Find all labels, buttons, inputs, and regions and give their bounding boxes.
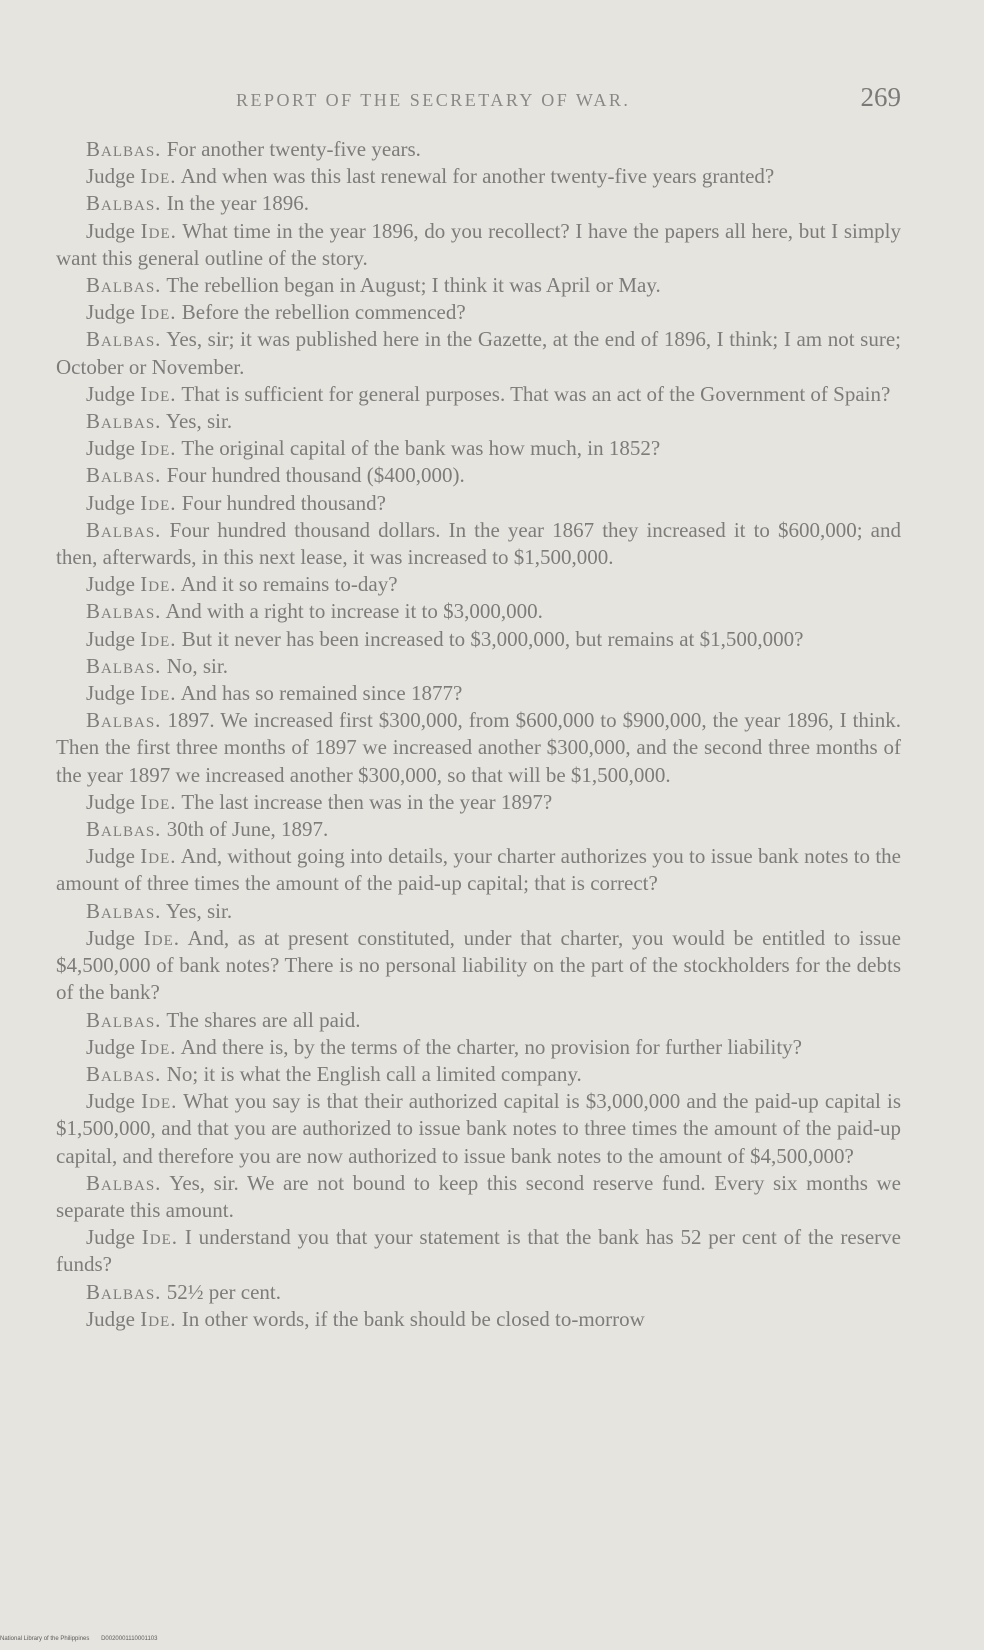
speaker: Judge Ide. (86, 436, 177, 461)
utterance: The last increase then was in the year 1897? (181, 789, 553, 814)
utterance: Yes, sir; it was published here in the Gazette, at the end of 1896, I think; I am not sure; October or November. (56, 327, 901, 379)
speaker: Balbas. (86, 653, 162, 678)
paragraph (56, 816, 901, 843)
speaker: Judge Ide. (86, 381, 177, 406)
speaker: Balbas. (86, 599, 162, 624)
utterance: What you say is that their authorized capital is $3,000,000 and the paid-up capital is $1,500,000, and that you are authorized to issue bank notes to three times the amount of the paid-up capital, and therefore you are now authorized to issue bank notes to the amount of $4,500,000? (56, 1089, 901, 1168)
speaker: Balbas. (86, 409, 162, 434)
paragraph (56, 898, 901, 925)
utterance: Yes, sir. (165, 409, 233, 434)
page-number: 269 (860, 82, 901, 112)
paragraph (56, 1224, 901, 1278)
paragraph (56, 1088, 901, 1170)
speaker: Judge Ide. (86, 789, 177, 814)
paragraph (56, 1061, 901, 1088)
utterance: I understand you that your statement is that the bank has 52 per cent of the reserve funds? (56, 1225, 901, 1277)
paragraph (56, 680, 901, 707)
speaker: Judge Ide. (86, 1034, 177, 1059)
utterance: But it never has been increased to $3,000,000, but remains at $1,500,000? (181, 626, 804, 651)
speaker: Judge Ide. (86, 1306, 177, 1331)
paragraph (56, 1279, 901, 1306)
paragraph (56, 1034, 901, 1061)
transcript-body (56, 136, 901, 1333)
paragraph (56, 925, 901, 1007)
speaker: Judge Ide. (86, 490, 177, 515)
utterance: Four hundred thousand? (181, 490, 386, 515)
page-header (56, 82, 901, 116)
utterance: And, without going into details, your charter authorizes you to issue bank notes to the amount of three times the amount of the paid-up capital; that is correct? (56, 844, 902, 896)
utterance: In the year 1896. (166, 191, 309, 216)
paragraph (56, 408, 901, 435)
utterance: The original capital of the bank was how much, in 1852? (181, 436, 661, 461)
page-footer (0, 1636, 167, 1648)
utterance: 30th of June, 1897. (166, 817, 329, 842)
utterance: Before the rebellion commenced? (181, 300, 466, 325)
paragraph (56, 598, 901, 625)
utterance: No, sir. (166, 653, 228, 678)
utterance: 52½ per cent. (166, 1279, 281, 1304)
speaker: Judge Ide. (86, 844, 177, 869)
paragraph (56, 163, 901, 190)
paragraph (56, 299, 901, 326)
utterance: And it so remains to-day? (180, 572, 398, 597)
paragraph (56, 462, 901, 489)
paragraph (56, 272, 901, 299)
paragraph (56, 1170, 901, 1224)
paragraph (56, 218, 901, 272)
utterance: And there is, by the terms of the charter, no provision for further liability? (180, 1034, 802, 1059)
speaker: Balbas. (86, 817, 162, 842)
paragraph (56, 653, 901, 680)
paragraph (56, 517, 901, 571)
paragraph (56, 190, 901, 217)
speaker: Judge Ide. (86, 572, 177, 597)
speaker: Balbas. (86, 327, 162, 352)
paragraph (56, 789, 901, 816)
utterance: And when was this last renewal for another twenty-five years granted? (180, 164, 775, 189)
utterance: Four hundred thousand dollars. In the year 1867 they increased it to $600,000; and then, afterwards, in this next lease, it was increased to $1,500,000. (56, 517, 901, 570)
utterance: The rebellion began in August; I think it was April or May. (166, 273, 661, 298)
utterance: In other words, if the bank should be closed to-morrow (181, 1306, 645, 1331)
utterance: 1897. We increased first $300,000, from $600,000 to $900,000, the year 1896, I think. Then the first three months of 1897 we increased another $300,000, and the second three months of the year 1897 we increased another $300,000, so that will be $1,500,000. (56, 708, 901, 787)
paragraph (56, 1007, 901, 1034)
speaker: Balbas. (86, 273, 162, 298)
running-head: REPORT OF THE SECRETARY OF WAR. (236, 90, 631, 110)
utterance: And, as at present constituted, under that charter, you would be entitled to issue $4,500,000 of bank notes? There is no personal liability on the part of the stockholders for the debts of the bank? (56, 925, 901, 1005)
speaker: Balbas. (86, 191, 162, 216)
paragraph (56, 571, 901, 598)
paragraph (56, 326, 901, 380)
utterance: No; it is what the English call a limited company. (166, 1061, 582, 1086)
paragraph (56, 1306, 901, 1333)
speaker: Judge Ide. (86, 300, 177, 325)
paragraph (56, 626, 901, 653)
speaker: Balbas. (86, 1170, 162, 1195)
speaker: Judge Ide. (86, 681, 177, 706)
utterance: What time in the year 1896, do you recollect? I have the papers all here, but I simply want this general outline of the story. (56, 218, 901, 270)
speaker: Balbas. (86, 1007, 162, 1032)
paragraph (56, 707, 901, 789)
speaker: Balbas. (86, 463, 162, 488)
speaker: Balbas. (86, 708, 162, 733)
speaker: Balbas. (86, 1061, 162, 1086)
speaker: Judge Ide. (86, 218, 177, 243)
speaker: Balbas. (86, 1279, 162, 1304)
utterance: For another twenty-five years. (166, 137, 421, 161)
utterance: The shares are all paid. (166, 1007, 361, 1032)
paragraph (56, 843, 901, 897)
speaker: Judge Ide. (86, 925, 181, 950)
utterance: That is sufficient for general purposes. That was an act of the Government of Spain? (181, 381, 891, 406)
speaker: Judge Ide. (86, 164, 177, 189)
utterance: Yes, sir. (165, 898, 233, 923)
library-name: National Library of the Philippines (0, 1636, 90, 1642)
paragraph (56, 381, 901, 408)
utterance: Yes, sir. We are not bound to keep this second reserve fund. Every six months we separate this amount. (56, 1170, 901, 1222)
paragraph (56, 136, 901, 163)
speaker: Balbas. (86, 517, 162, 542)
paragraph (56, 490, 901, 517)
paragraph (56, 435, 901, 462)
speaker: Judge Ide. (86, 1089, 178, 1114)
utterance: Four hundred thousand ($400,000). (166, 463, 465, 488)
speaker: Judge Ide. (86, 626, 177, 651)
utterance: And with a right to increase it to $3,000,000. (165, 599, 543, 624)
speaker: Judge Ide. (86, 1225, 179, 1250)
speaker: Balbas. (86, 137, 162, 161)
speaker: Balbas. (86, 898, 162, 923)
page-identifier: D0020001110001103 (101, 1636, 158, 1642)
utterance: And has so remained since 1877? (180, 681, 463, 706)
